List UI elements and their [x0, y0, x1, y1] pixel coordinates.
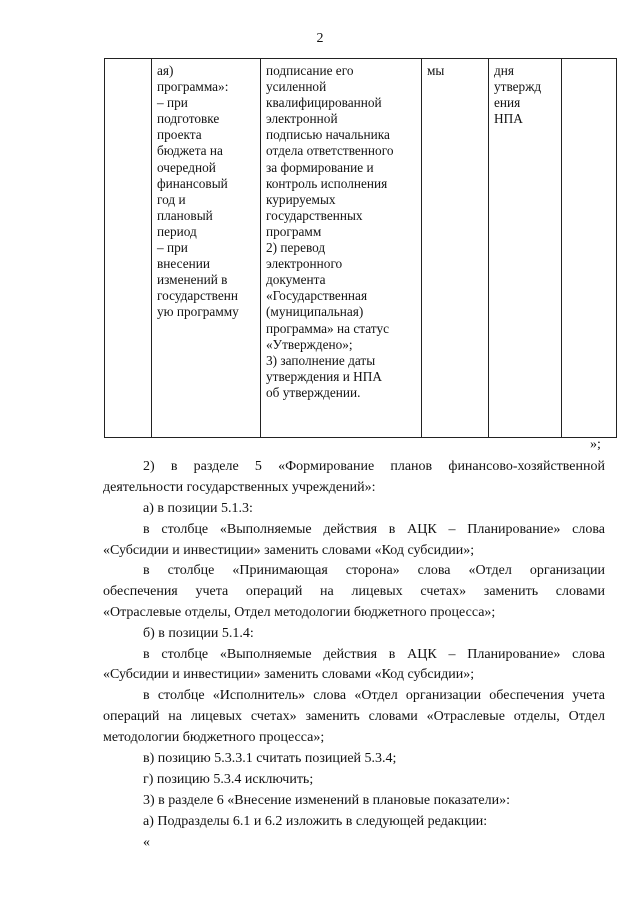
cell-text-line: ения	[494, 95, 521, 111]
cell-text-line: период	[157, 223, 197, 239]
paragraph-line: б) в позиции 5.1.4:	[143, 626, 254, 641]
table-cell-col1	[105, 59, 152, 438]
table-cell-col4	[422, 59, 489, 438]
cell-text-line: электронного	[266, 256, 343, 272]
cell-text-line: изменений в	[157, 272, 228, 288]
paragraph-line: «Субсидии и инвестиции» заменить словами «Код субсидии»;	[103, 667, 475, 682]
cell-text-line: государственн	[157, 288, 239, 304]
cell-text-line: программа» на статус	[266, 320, 389, 336]
paragraph-line: в столбце «Выполняемые действия в АЦК – Планирование» слова	[143, 522, 605, 537]
cell-text-line: «Государственная	[266, 288, 368, 304]
cell-text-line: контроль исполнения	[266, 175, 388, 191]
cell-text-line: за формирование и	[266, 159, 374, 175]
paragraph-line: «	[143, 835, 150, 850]
table-cell-col5	[489, 59, 562, 438]
paragraph-line: 3) в разделе 6 «Внесение изменений в плановые показатели»:	[143, 793, 510, 808]
table-cell-col2	[152, 59, 261, 438]
cell-text-line: 3) заполнение даты	[266, 352, 376, 368]
paragraph-line: г) позицию 5.3.4 исключить;	[143, 772, 314, 787]
cell-text-line: об утверждении.	[266, 384, 361, 400]
paragraph-line: операций на лицевых счетах» заменить словами «Отраслевые отделы, Отдел	[103, 709, 605, 724]
cell-text-line: утвержд	[494, 79, 542, 95]
paragraph-line: «Отраслевые отделы, Отдел методологии бюджетного процесса»;	[103, 605, 496, 620]
cell-text-line: – при	[157, 240, 188, 256]
paragraph-line: обеспечения учета операций на лицевых счетах» заменить словами	[103, 584, 605, 599]
cell-text-line: НПА	[494, 111, 523, 127]
cell-text-line: «Утверждено»;	[266, 336, 353, 352]
page-number: 2	[316, 31, 324, 46]
cell-text-line: мы	[427, 63, 445, 78]
cell-text-line: курируемых	[266, 191, 336, 207]
paragraph-line: а) Подразделы 6.1 и 6.2 изложить в следующей редакции:	[143, 814, 488, 829]
table-cell-col6	[562, 59, 617, 438]
cell-text-line: финансовый	[157, 175, 228, 191]
paragraph-line: «Субсидии и инвестиции» заменить словами «Код субсидии»;	[103, 543, 475, 558]
paragraph-line: а) в позиции 5.1.3:	[143, 501, 253, 516]
cell-text-line: программа»:	[157, 79, 229, 95]
cell-text-line: 2) перевод	[266, 240, 326, 256]
paragraph-line: методологии бюджетного процесса»;	[103, 730, 325, 745]
table-cell-col3	[261, 59, 422, 438]
closing-quote: »;	[590, 437, 601, 452]
cell-text-line: документа	[266, 272, 326, 288]
paragraph-line: в столбце «Выполняемые действия в АЦК – Планирование» слова	[143, 647, 605, 662]
paragraph-line: в столбце «Исполнитель» слова «Отдел организации обеспечения учета	[143, 688, 605, 703]
cell-text-line: подготовке	[157, 111, 220, 127]
cell-text-line: плановый	[157, 207, 213, 223]
cell-text-line: программ	[266, 223, 322, 239]
cell-text-line: утверждения и НПА	[266, 368, 382, 384]
cell-text-line: отдела ответственного	[266, 143, 394, 159]
cell-text-line: очередной	[157, 159, 216, 175]
table-row	[105, 59, 617, 438]
cell-text-line: внесении	[157, 256, 210, 272]
cell-text-line: проекта	[157, 127, 202, 143]
cell-text-line: усиленной	[266, 79, 327, 95]
cell-text-line: (муниципальная)	[266, 304, 364, 320]
paragraph-line: в столбце «Принимающая сторона» слова «Отдел организации	[143, 563, 605, 578]
cell-text-line: год и	[157, 191, 186, 207]
cell-text-line: дня	[494, 63, 514, 78]
cell-text-line: ая)	[157, 63, 174, 78]
procedure-table	[104, 58, 617, 438]
cell-text-line: подписание его	[266, 63, 354, 78]
cell-text-line: бюджета на	[157, 143, 223, 159]
cell-text-line: – при	[157, 95, 188, 111]
paragraph-line: 2) в разделе 5 «Формирование планов финансово-хозяйственной	[143, 459, 605, 474]
cell-text-line: квалифицированной	[266, 95, 382, 111]
cell-text-line: ую программу	[157, 304, 239, 320]
cell-text-line: электронной	[266, 111, 338, 127]
paragraph-line: в) позицию 5.3.3.1 считать позицией 5.3.4;	[143, 751, 397, 766]
cell-text-line: государственных	[266, 207, 363, 223]
cell-text-line: подписью начальника	[266, 127, 390, 143]
paragraph-line: деятельности государственных учреждений»:	[103, 480, 376, 495]
